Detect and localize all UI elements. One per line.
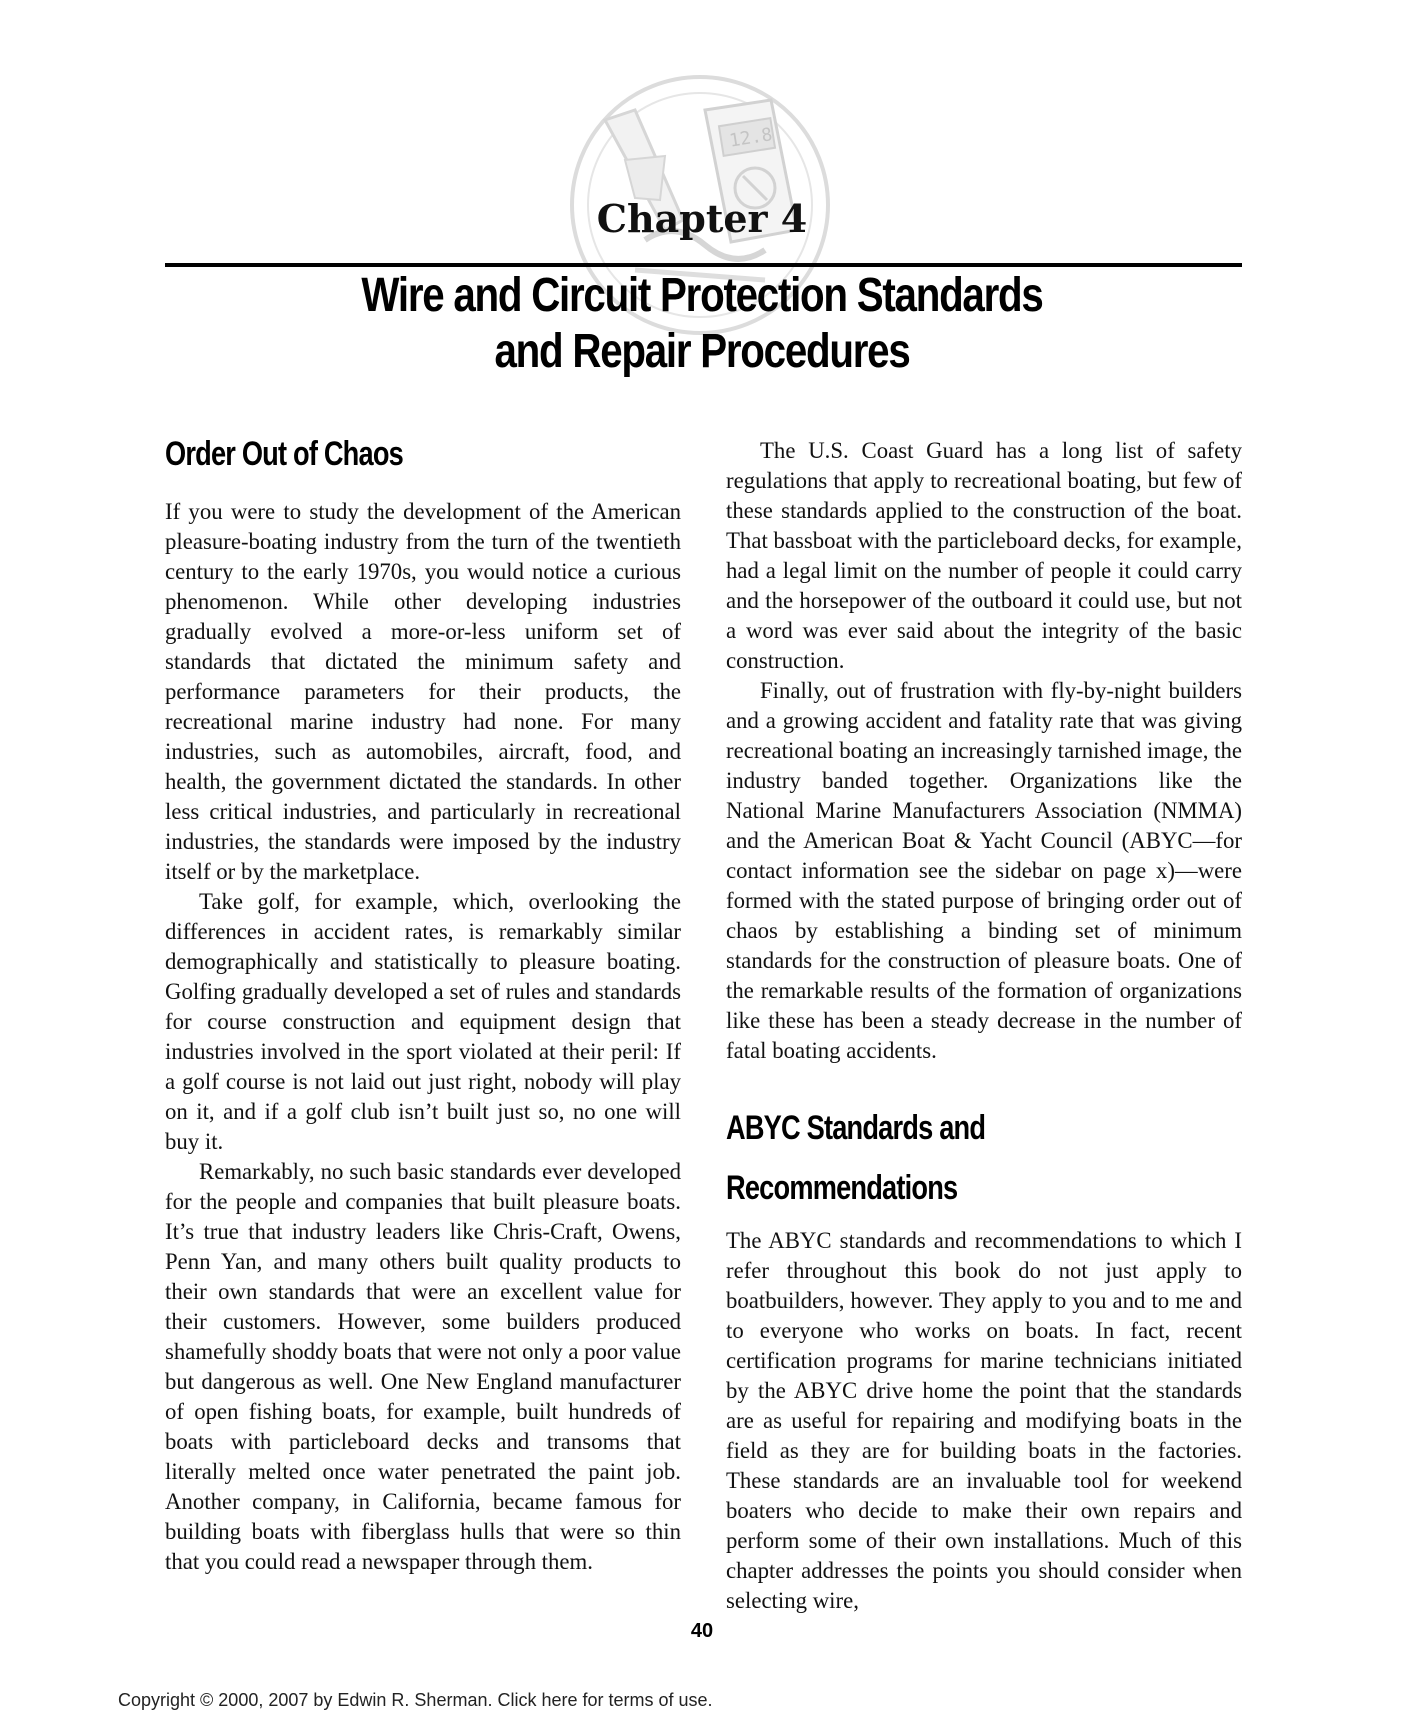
section-heading-order-out-of-chaos: Order Out of Chaos bbox=[165, 435, 403, 473]
multimeter-display-value: 12.8 bbox=[727, 124, 774, 152]
section-heading-line-2: Recommendations bbox=[726, 1169, 958, 1207]
paragraph: The U.S. Coast Guard has a long list of safety regulations that apply to recreational boating, but few of these standards applied to the construction of the boat. That bassboat with the particleboard decks, for example, had a legal limit on the number of people it could carry and the horsepower of the outboard it could use, but not a word was ever said about the integrity of the basic construction. bbox=[726, 438, 1242, 673]
paragraph: Remarkably, no such basic standards ever developed for the people and companies that built pleasure boats. It’s true that industry leaders like Chris-Craft, Owens, Penn Yan, and many others built quality products to their own standards that were an excellent value for their customers. However, some builders produced shamefully shoddy boats that were not only a poor value but dangerous as well. One New England manufacturer of open fishing boats, for example, built hundreds of boats with particleboard decks and transoms that literally melted once water penetrated the paint job. Another company, in California, became famous for building boats with fiberglass hulls that were so thin that you could read a newspaper through them. bbox=[165, 1159, 681, 1574]
section-heading-abyc-standards bbox=[726, 1106, 1242, 1210]
chapter-label: Chapter 4 bbox=[596, 196, 808, 241]
right-column bbox=[726, 436, 1242, 1616]
chapter-title-line-1: Wire and Circuit Protection Standards bbox=[361, 269, 1043, 322]
title-rule bbox=[165, 263, 1242, 267]
chapter-title bbox=[112, 268, 1291, 380]
paragraph: The ABYC standards and recommendations to which I refer throughout this book do not just apply to boatbuilders, however. They apply to you and to me and to everyone who works on boats. In fact, recent certification programs for marine technicians initiated by the ABYC drive home the point that the standards are as useful for repairing and modifying boats in the field as they are for building boats in the factories. These standards are an invaluable tool for weekend boaters who decide to make their own repairs and perform some of their own installations. Much of this chapter addresses the points you should consider when selecting wire, bbox=[726, 1228, 1242, 1613]
section-heading-line-1: ABYC Standards and bbox=[726, 1109, 986, 1147]
page-number: 40 bbox=[690, 1620, 714, 1642]
paragraph: Take golf, for example, which, overlooking the differences in accident rates, is remarkably similar demographically and statistically to pleasure boating. Golfing gradually developed a set of rules and standards for course construction and equipment design that industries involved in the sport violated at their peril: If a golf course is not laid out just right, nobody will play on it, and if a golf club isn’t built just so, no one will buy it. bbox=[165, 889, 681, 1154]
paragraph: If you were to study the development of the American pleasure-boating industry from the turn of the twentieth century to the early 1970s, you would notice a curious phenomenon. While other developing industries gradually evolved a more-or-less uniform set of standards that dictated the minimum safety and performance parameters for their products, the recreational marine industry had none. For many industries, such as automobiles, aircraft, food, and health, the government dictated the standards. In other less critical industries, and particularly in recreational industries, the standards were imposed by the industry itself or by the marketplace. bbox=[165, 499, 681, 884]
chapter-title-line-2: and Repair Procedures bbox=[494, 325, 910, 378]
copyright-terms-link[interactable]: Copyright © 2000, 2007 by Edwin R. Sherman. Click here for terms of use. bbox=[118, 1690, 713, 1710]
paragraph: Finally, out of frustration with fly-by-night builders and a growing accident and fatality rate that was giving recreational boating an increasingly tarnished image, the industry banded together. Organizations like the National Marine Manufacturers Association (NMMA) and the American Boat & Yacht Council (ABYC—for contact information see the sidebar on page x)—were formed with the stated purpose of bringing order out of chaos by establishing a binding set of minimum standards for the construction of pleasure boats. One of the remarkable results of the formation of organizations like these has been a steady decrease in the number of fatal boating accidents. bbox=[726, 678, 1242, 1063]
left-column bbox=[165, 432, 681, 1577]
